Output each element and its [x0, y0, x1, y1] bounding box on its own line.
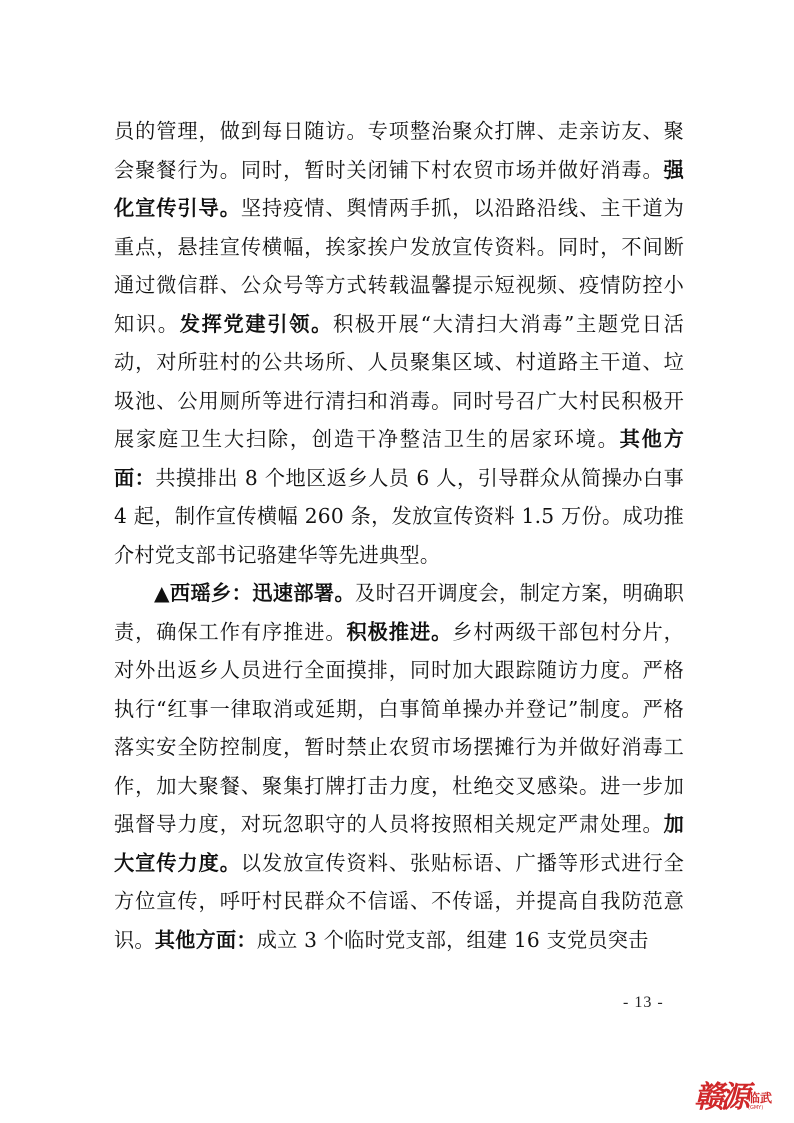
watermark-side — [748, 1092, 772, 1112]
paragraph-1-text-3: 积极开展“大清扫大消毒”主题党日活动，对所驻村的公共场所、人员聚集区域、村道路主干道、垃圾池、公用厕所等进行清扫和消毒。同时号召广大村民积极开展家庭卫生大扫除，创造干净整洁卫生的居家环境。 — [114, 311, 684, 451]
paragraph-2-text-2: 乡村两级干部包村分片，对外出返乡人员进行全面摸排，同时加大跟踪随访力度。严格执行“红事一律取消或延期，白事简单操办并登记”制度。严格落实安全防控制度，暂时禁止农贸市场摆摊行为并做好消毒工作，加大聚餐、聚集打牌打击力度，杜绝交叉感染。进一步加强督导力度，对玩忽职守的人员将按照相关规定严肃处理。 — [114, 619, 685, 836]
paragraph-2-text-1: 及时召开调度会，制定方案，明确职责，确保工作有序推进。 — [114, 581, 684, 644]
paragraph-2-text-4: 成立 3 个临时党支部，组建 16 支党员突击 — [256, 927, 649, 952]
paragraph-1-text-2: 坚持疫情、舆情两手抓，以沿路沿线、主干道为重点，悬挂宣传横幅，挨家挨户发放宣传资料。同时，不间断通过微信群、公众号等方式转载温馨提示短视频、疫情防控小知识。 — [114, 196, 685, 336]
paragraph-1 — [114, 112, 684, 574]
watermark-sub: (GMY) — [748, 1105, 764, 1111]
watermark-logo — [694, 1074, 786, 1118]
page-number: - 13 - — [623, 994, 664, 1011]
paragraph-1-text-4: 共摸排出 8 个地区返乡人员 6 人，引导群众从简操办白事 4 起，制作宣传横幅 260 条，发放宣传资料 1.5 万份。成功推介村党支部书记骆建华等先进典型。 — [114, 465, 684, 567]
heading-increase-publicity: 加大宣传力度。 — [114, 812, 684, 875]
heading-active-promotion: 积极推进。 — [346, 619, 453, 644]
paragraph-1-text-1: 员的管理，做到每日随访。专项整治聚众打牌、走亲访友、聚会聚餐行为。同时，暂时关闭铺下村农贸市场并做好消毒。 — [114, 119, 684, 182]
document-body — [114, 112, 684, 959]
heading-other-aspects-2: 其他方面： — [154, 927, 257, 952]
watermark-script: 赣源 — [694, 1080, 746, 1115]
heading-strengthen-publicity: 强化宣传引导。 — [114, 157, 684, 220]
heading-other-aspects-1: 其他方面： — [114, 427, 684, 490]
heading-party-leadership: 发挥党建引领。 — [179, 311, 333, 336]
paragraph-2-text-3: 以发放宣传资料、张贴标语、广播等形式进行全方位宣传，呼吁村民群众不信谣、不传谣，并提高自我防范意识。 — [114, 850, 685, 952]
watermark-name: 临武 — [748, 1091, 773, 1105]
heading-xiyao-rapid-deployment: ▲西瑶乡：迅速部署。 — [154, 581, 356, 605]
paragraph-2 — [114, 574, 684, 959]
